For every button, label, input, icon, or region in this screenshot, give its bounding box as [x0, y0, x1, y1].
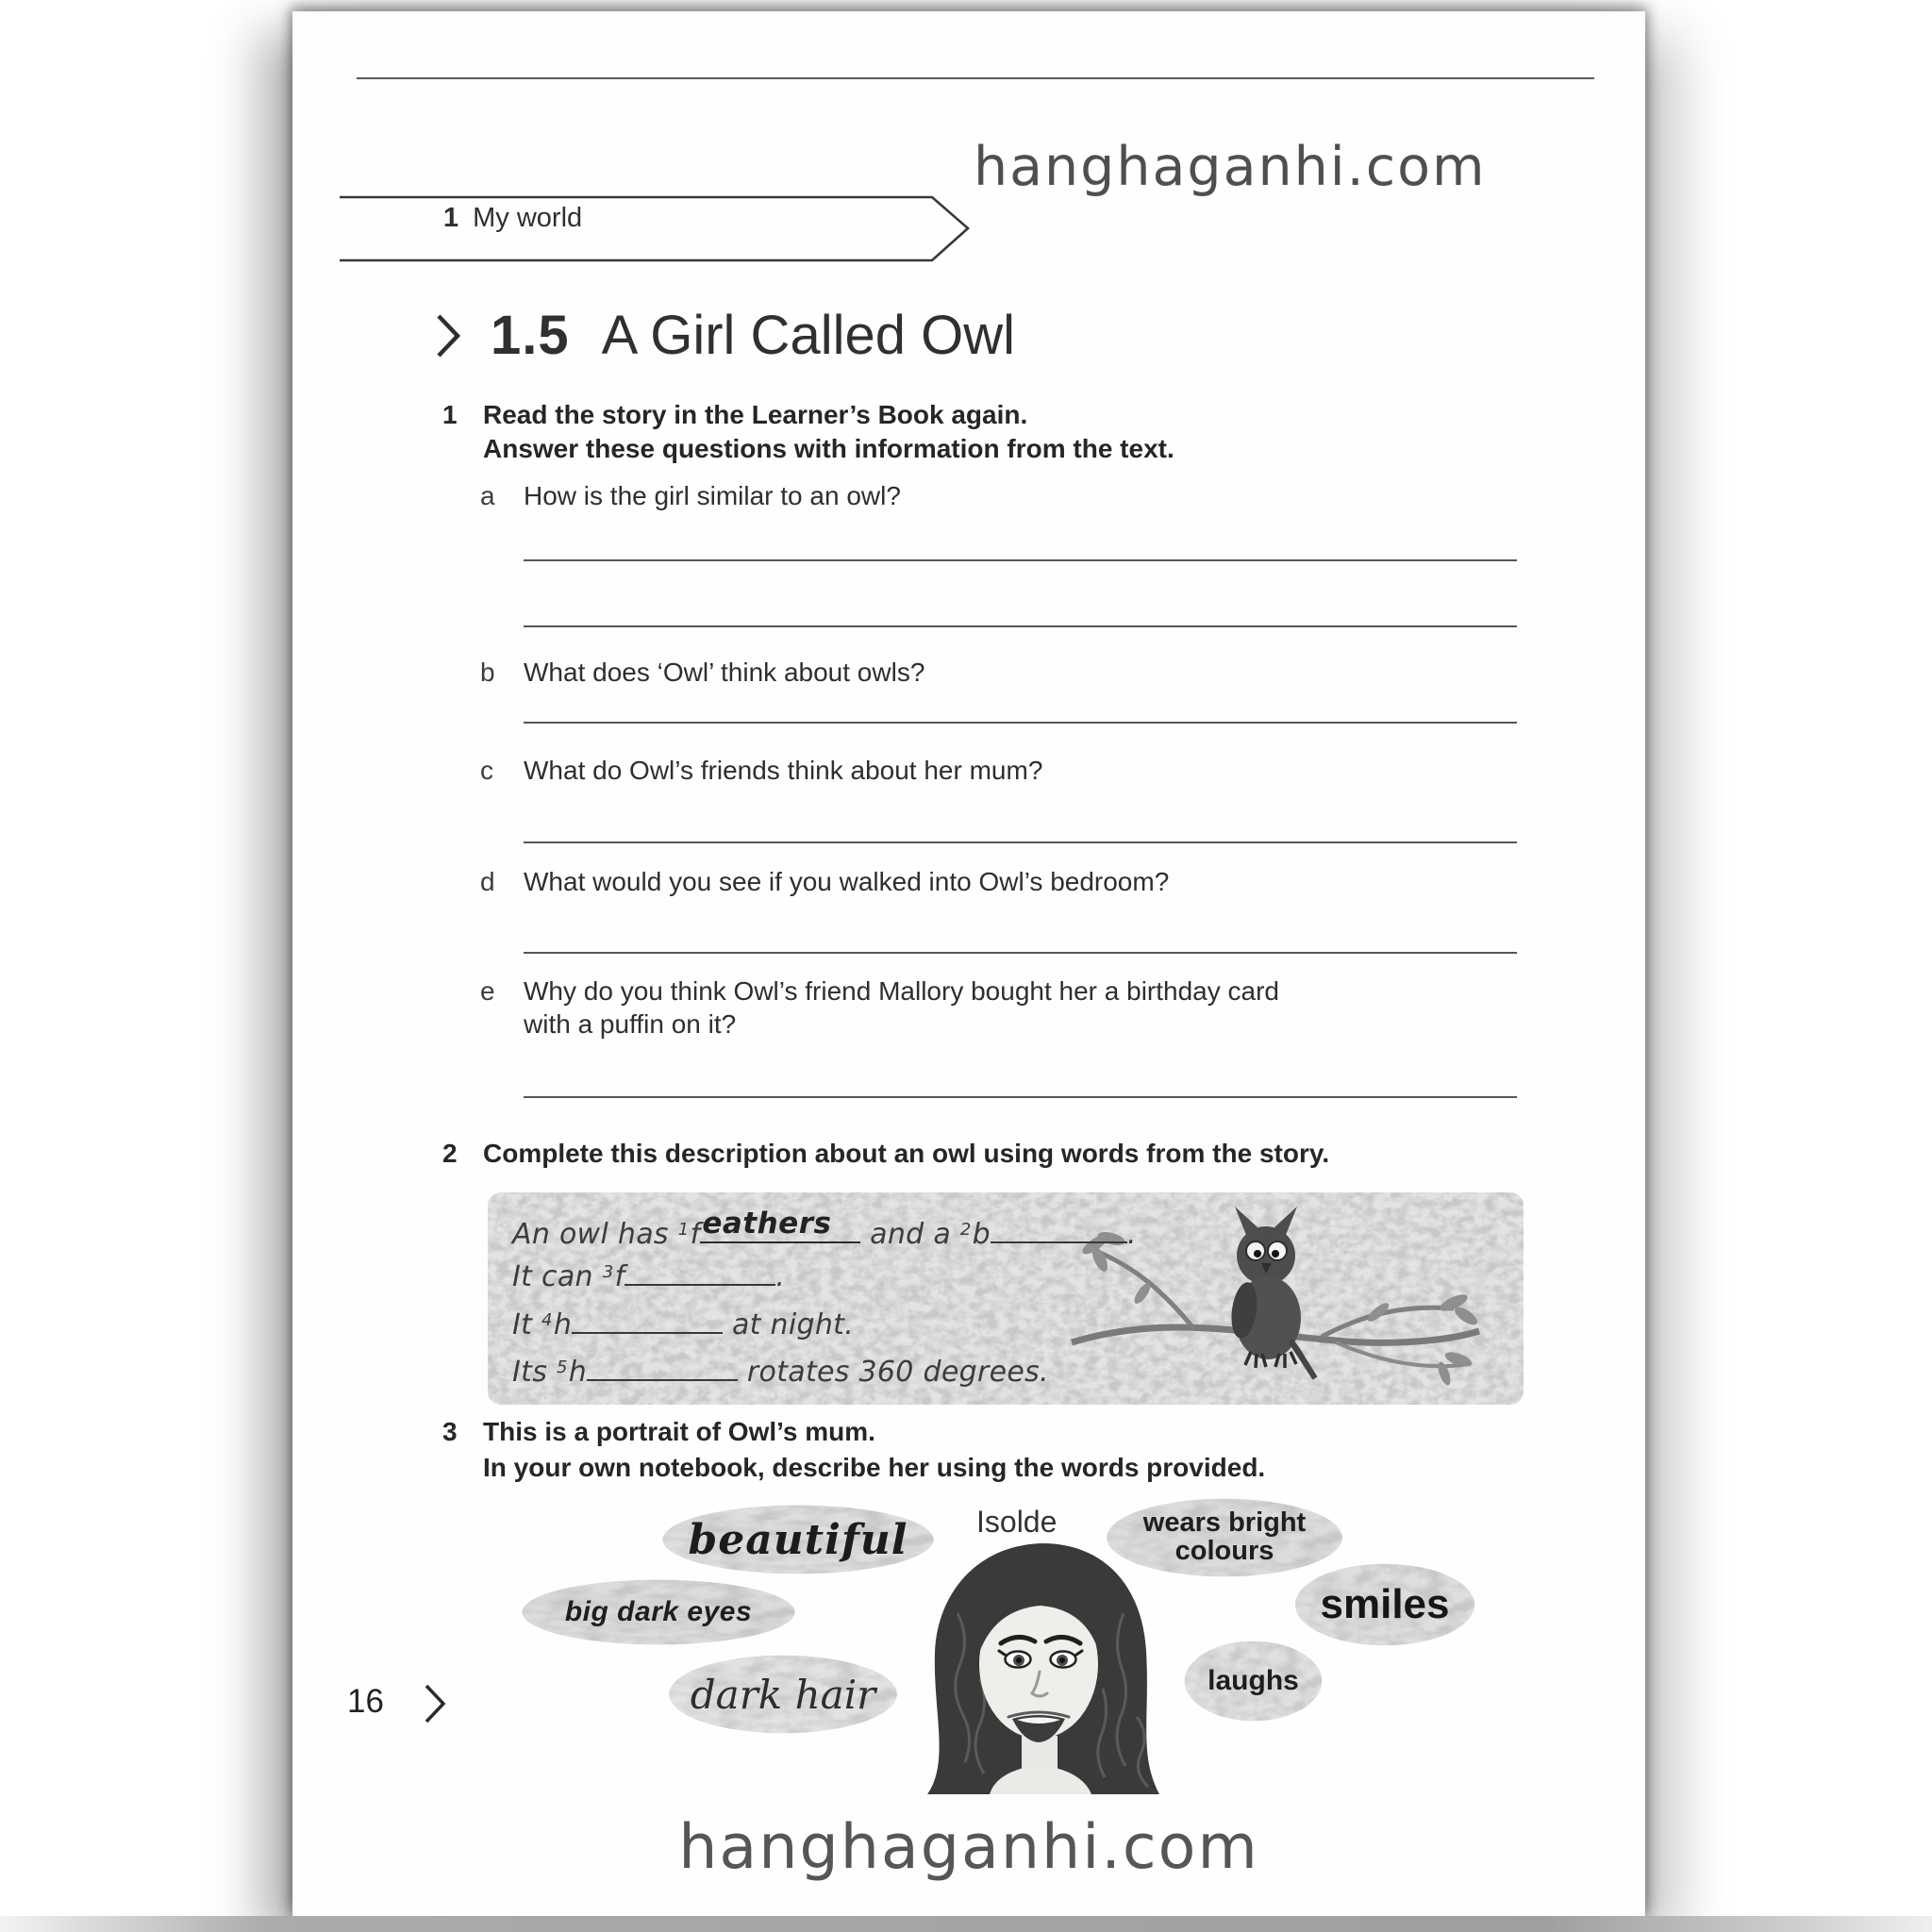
- cloze-text: It: [512, 1308, 542, 1341]
- chevron-right-icon: [340, 197, 968, 260]
- section-number: 1.5: [491, 305, 570, 366]
- handwritten-answer: eathers: [702, 1207, 832, 1241]
- exercise1-number: 1: [442, 400, 458, 429]
- question-c-label: c: [480, 756, 493, 785]
- cloze-text: Its: [512, 1356, 557, 1389]
- exercise3-instruction-1: This is a portrait of Owl’s mum.: [483, 1417, 875, 1446]
- photo-bottom-edge: [0, 1916, 1932, 1932]
- header-rule: [357, 77, 1594, 79]
- word-bubble-beautiful: beautiful: [661, 1505, 935, 1574]
- question-b-text: What does ‘Owl’ think about owls?: [524, 658, 925, 687]
- chevron-right-icon: [421, 1681, 449, 1726]
- cloze-line-4: [512, 1355, 1049, 1389]
- exercise1-instruction-2: Answer these questions with information from the text.: [483, 434, 1174, 463]
- unit-banner: [443, 203, 582, 234]
- answer-line: [524, 1096, 1517, 1098]
- word-bubble-wears-bright-colours: wears bright colours: [1106, 1498, 1343, 1577]
- watermark-top: hanghaganhi.com: [974, 136, 1487, 198]
- cloze-superscript: 1: [677, 1220, 690, 1240]
- word-bubble-dark-hair: dark hair: [668, 1655, 898, 1734]
- exercise3-instruction-2: In your own notebook, describe her using the words provided.: [483, 1453, 1266, 1482]
- chevron-right-icon: [434, 311, 462, 360]
- section-name: A Girl Called Owl: [601, 305, 1015, 366]
- blank-line: [587, 1355, 738, 1381]
- cloze-superscript: 4: [541, 1310, 553, 1330]
- cloze-text: .: [775, 1260, 786, 1293]
- cloze-text: rotates 360 degrees.: [738, 1356, 1049, 1389]
- answer-line: [524, 559, 1517, 561]
- owl: [1228, 1207, 1315, 1378]
- answer-line: [524, 625, 1517, 627]
- cloze-description-box: [487, 1191, 1524, 1406]
- cloze-text: h: [568, 1356, 588, 1389]
- cloze-text: b: [972, 1218, 991, 1251]
- cloze-text: at night.: [723, 1308, 855, 1341]
- blank-line: [625, 1259, 775, 1286]
- exercise2-number: 2: [442, 1139, 458, 1168]
- cloze-line-1: [512, 1207, 1137, 1251]
- unit-banner-shape: [328, 186, 979, 265]
- answer-line: [524, 952, 1517, 954]
- filled-answer-blank: [700, 1207, 860, 1243]
- question-d-text: What would you see if you walked into Owl’s bedroom?: [524, 867, 1170, 896]
- word-bubble-laughs: laughs: [1184, 1641, 1323, 1722]
- unit-number: 1: [443, 203, 459, 233]
- cloze-text: f: [614, 1260, 625, 1293]
- page-number: 16: [347, 1683, 384, 1720]
- answer-line: [524, 722, 1517, 724]
- question-e-text-line1: Why do you think Owl’s friend Mallory bought her a birthday card: [524, 976, 1279, 1006]
- unit-title: My world: [473, 203, 583, 233]
- cloze-text: h: [553, 1308, 573, 1341]
- workbook-page: [292, 11, 1645, 1917]
- answer-line: [524, 841, 1517, 843]
- exercise3-number: 3: [442, 1417, 458, 1446]
- question-a-label: a: [480, 481, 495, 510]
- question-c-text: What do Owl’s friends think about her mum?: [524, 756, 1043, 785]
- cloze-text: and a: [860, 1218, 960, 1251]
- blank-line: [991, 1217, 1127, 1243]
- cloze-superscript: 2: [959, 1220, 972, 1240]
- cloze-text: It can: [512, 1260, 603, 1293]
- portrait-name-label: Isolde: [976, 1505, 1058, 1539]
- cloze-text: .: [1127, 1218, 1137, 1251]
- section-title: [434, 304, 1015, 367]
- question-d-label: d: [480, 867, 495, 896]
- cloze-line-3: [512, 1307, 854, 1341]
- cloze-superscript: 5: [556, 1357, 568, 1377]
- word-bubble-smiles: smiles: [1294, 1563, 1475, 1646]
- question-e-label: e: [480, 976, 495, 1006]
- question-a-text: How is the girl similar to an owl?: [524, 481, 901, 510]
- exercise2-instruction: Complete this description about an owl using words from the story.: [483, 1139, 1330, 1168]
- blank-line: [572, 1307, 723, 1334]
- word-bubble-big-dark-eyes: big dark eyes: [521, 1579, 796, 1645]
- portrait-illustration: [901, 1538, 1184, 1794]
- question-e-text-line2: with a puffin on it?: [524, 1009, 737, 1039]
- exercise1-instruction-1: Read the story in the Learner’s Book again.: [483, 400, 1028, 429]
- cloze-superscript: 3: [602, 1262, 614, 1282]
- cloze-text: f: [690, 1218, 701, 1251]
- question-b-label: b: [480, 658, 495, 687]
- watermark-bottom: hanghaganhi.com: [678, 1812, 1259, 1883]
- cloze-text: An owl has: [512, 1218, 678, 1251]
- cloze-line-2: [512, 1259, 785, 1293]
